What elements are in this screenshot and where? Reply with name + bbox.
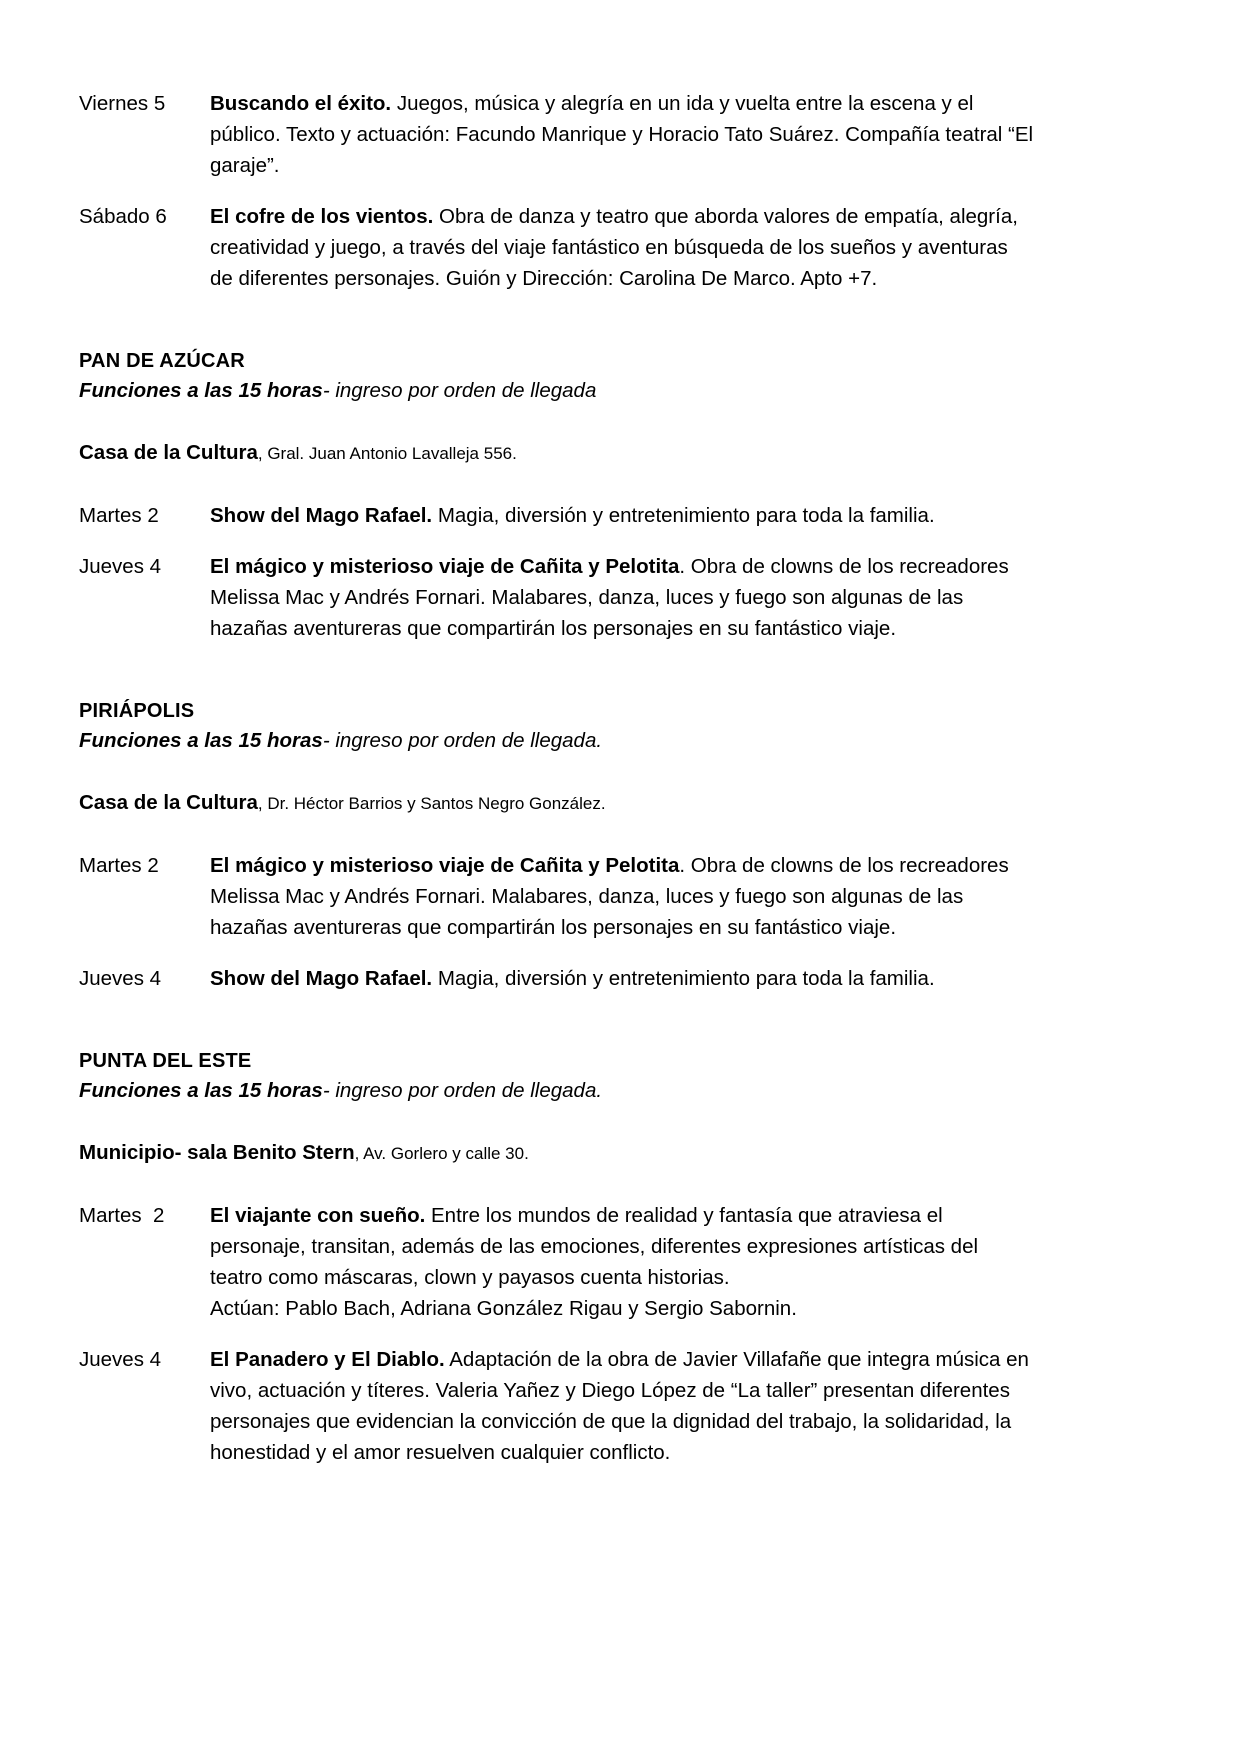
section-schedule — [79, 726, 1034, 756]
event-title: El mágico y misterioso viaje de Cañita y Pelotita — [210, 854, 680, 877]
event-date: Sábado 6 — [79, 205, 167, 228]
event-description — [210, 1200, 1034, 1324]
venue-line — [79, 438, 1034, 470]
event-description — [210, 850, 1034, 943]
event-date: Martes 2 — [79, 1204, 165, 1227]
event-entry — [79, 850, 1034, 943]
event-description — [210, 1344, 1034, 1468]
venue-address: , Dr. Héctor Barrios y Santos Negro González. — [257, 794, 606, 813]
event-body: Magia, diversión y entretenimiento para toda la familia. — [432, 967, 935, 990]
event-body: Entre los mundos de realidad y fantasía que atraviesa el personaje, transitan, además de las emociones, diferentes expresiones artísticas del teatro como máscaras, clown y payasos cuenta historias. — [210, 1204, 979, 1289]
event-date: Martes 2 — [79, 854, 159, 877]
event-title: El viajante con sueño. — [210, 1204, 426, 1227]
event-title: Show del Mago Rafael. — [210, 504, 433, 527]
schedule-time: Funciones a las 15 horas — [79, 379, 323, 402]
schedule-note: - ingreso por orden de llegada — [322, 379, 597, 402]
event-entry — [79, 500, 1034, 531]
event-description — [210, 500, 1034, 531]
event-body: Juegos, música y alegría en un ida y vuelta entre la escena y el público. Texto y actuación: Facundo Manrique y Horacio Tato Suárez. Compañía teatral “El garaje”. — [210, 92, 1034, 177]
section-city-name: PUNTA DEL ESTE — [79, 1050, 252, 1072]
event-body: . Obra de clowns de los recreadores Melissa Mac y Andrés Fornari. Malabares, danza, luces y fuego son algunas de las hazañas aventureras que compartirán los personajes en su fantástico viaje. — [210, 555, 1009, 640]
schedule-note: - ingreso por orden de llegada. — [322, 1079, 603, 1102]
venue-address: , Gral. Juan Antonio Lavalleja 556. — [257, 444, 517, 463]
venue-name: Municipio- sala Benito Stern — [79, 1141, 355, 1164]
event-date: Jueves 4 — [79, 555, 162, 578]
section-city-name: PAN DE AZÚCAR — [79, 350, 245, 372]
event-date: Viernes 5 — [79, 92, 166, 115]
section-header-pan-de-azucar — [79, 346, 1034, 406]
event-title: El Panadero y El Diablo. — [210, 1348, 445, 1371]
venue-line — [79, 788, 1034, 820]
event-cast-line: Actúan: Pablo Bach, Adriana González Rigau y Sergio Sabornin. — [210, 1297, 797, 1320]
event-body: Magia, diversión y entretenimiento para toda la familia. — [432, 504, 935, 527]
event-description — [210, 88, 1034, 181]
event-entry — [79, 551, 1034, 644]
schedule-time: Funciones a las 15 horas — [79, 729, 323, 752]
section-header-piriapolis — [79, 696, 1034, 756]
event-description — [210, 551, 1034, 644]
section-city-name: PIRIÁPOLIS — [79, 700, 195, 722]
event-title: Show del Mago Rafael. — [210, 967, 433, 990]
event-entry — [79, 963, 1034, 994]
schedule-time: Funciones a las 15 horas — [79, 1079, 323, 1102]
event-entry — [79, 1200, 1034, 1324]
event-description — [210, 201, 1034, 294]
venue-line — [79, 1138, 1034, 1170]
section-schedule — [79, 376, 1034, 406]
venue-name: Casa de la Cultura — [79, 791, 258, 814]
section-header-punta-del-este — [79, 1046, 1034, 1106]
section-schedule — [79, 1076, 1034, 1106]
event-entry — [79, 201, 1034, 294]
venue-address: , Av. Gorlero y calle 30. — [354, 1144, 529, 1163]
event-body: . Obra de clowns de los recreadores Melissa Mac y Andrés Fornari. Malabares, danza, luces y fuego son algunas de las hazañas aventureras que compartirán los personajes en su fantástico viaje. — [210, 854, 1009, 939]
event-date: Jueves 4 — [79, 1348, 162, 1371]
document-content — [79, 88, 1034, 1488]
event-date: Martes 2 — [79, 504, 159, 527]
event-date: Jueves 4 — [79, 967, 162, 990]
event-body: Obra de danza y teatro que aborda valores de empatía, alegría, creatividad y juego, a través del viaje fantástico en búsqueda de los sueños y aventuras de diferentes personajes. Guión y Dirección: Carolina De Marco. Apto +7. — [210, 205, 1018, 290]
event-entry — [79, 1344, 1034, 1468]
event-title: El mágico y misterioso viaje de Cañita y Pelotita — [210, 555, 680, 578]
schedule-note: - ingreso por orden de llegada. — [322, 729, 603, 752]
event-title: Buscando el éxito. — [210, 92, 392, 115]
event-description — [210, 963, 1034, 994]
event-body: Adaptación de la obra de Javier Villafañe que integra música en vivo, actuación y títeres. Valeria Yañez y Diego López de “La taller” presentan diferentes personajes que evidencian la convicción de que la dignidad del trabajo, la solidaridad, la honestidad y el amor resuelven cualquier conflicto. — [210, 1348, 1029, 1464]
venue-name: Casa de la Cultura — [79, 441, 258, 464]
event-entry — [79, 88, 1034, 181]
event-title: El cofre de los vientos. — [210, 205, 434, 228]
